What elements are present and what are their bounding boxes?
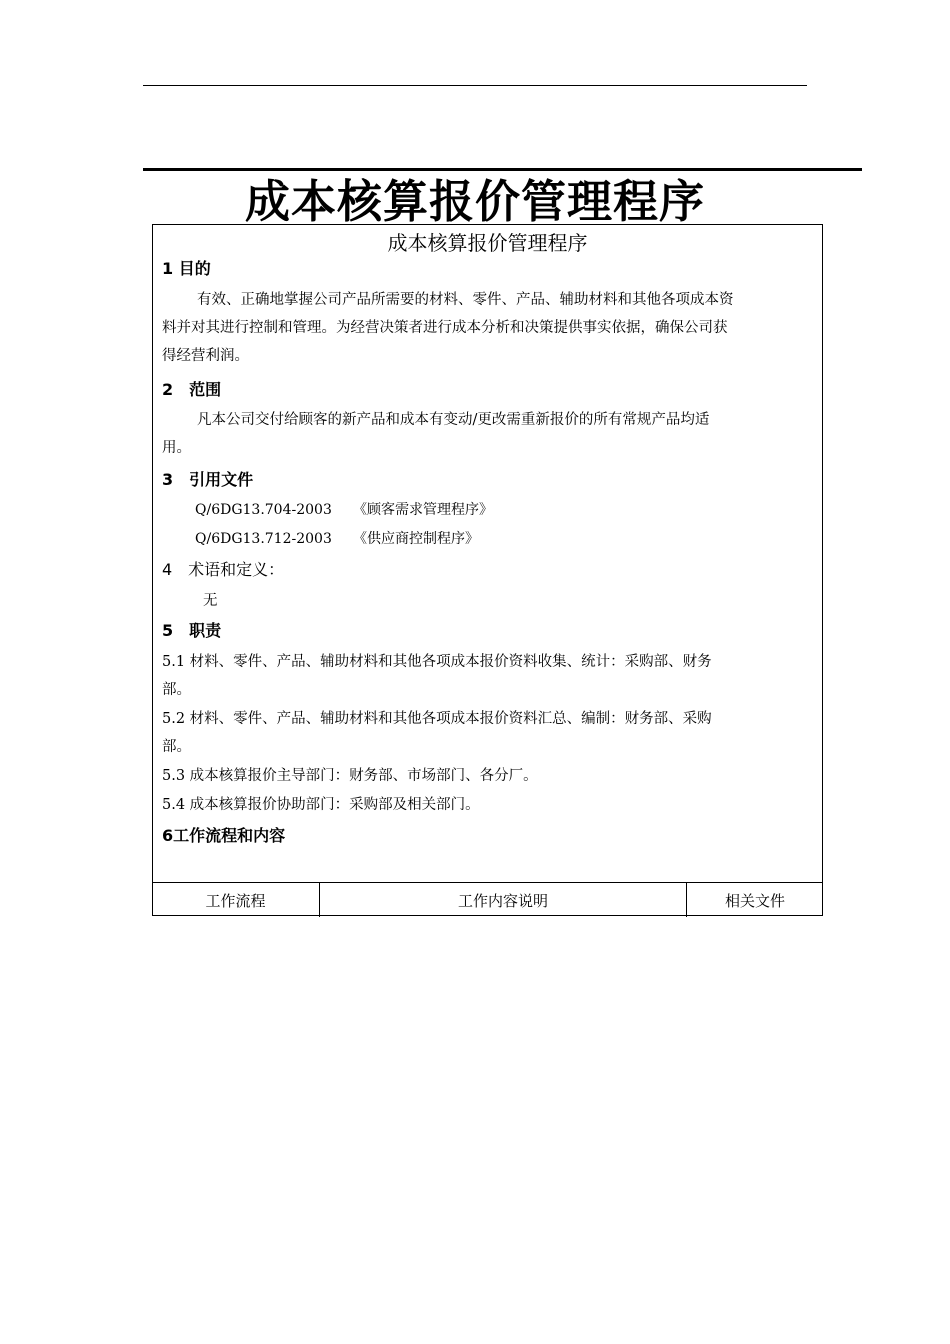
duty-line: 5.2 材料、零件、产品、辅助材料和其他各项成本报价资料汇总、编制：财务部、采购 — [162, 711, 712, 727]
header-rule — [143, 85, 807, 86]
duty-line: 部。 — [162, 739, 191, 755]
scope-line: 凡本公司交付给顾客的新产品和成本有变动/更改需重新报价的所有常规产品均适 — [197, 412, 710, 428]
terms-text: 无 — [203, 593, 218, 609]
duty-line: 部。 — [162, 682, 191, 698]
table-header-cell: 相关文件 — [724, 891, 785, 910]
section-heading-terms: 4 术语和定义： — [162, 560, 285, 579]
reference-code: Q/6DG13.712-2003 — [195, 531, 332, 547]
document-title: 成本核算报价管理程序 — [244, 175, 705, 228]
reference-item — [195, 529, 479, 549]
duty-item — [162, 762, 816, 790]
section-heading-purpose: 1 目的 — [162, 259, 211, 278]
duty-item — [162, 648, 816, 704]
frame-title: 成本核算报价管理程序 — [387, 231, 588, 255]
scope-paragraph — [162, 406, 816, 462]
scope-line: 用。 — [162, 440, 191, 456]
section-heading-workflow: 6工作流程和内容 — [162, 826, 286, 845]
section-heading-duties: 5 职责 — [162, 621, 222, 640]
purpose-line: 得经营利润。 — [162, 348, 249, 364]
section-heading-scope: 2 范围 — [162, 380, 222, 399]
purpose-paragraph — [162, 286, 816, 370]
procedure-frame — [152, 224, 823, 916]
reference-title: 《供应商控制程序》 — [353, 531, 479, 547]
duty-item — [162, 705, 816, 761]
duty-line: 5.3 成本核算报价主导部门：财务部、市场部门、各分厂。 — [162, 768, 538, 784]
section-heading-references: 3 引用文件 — [162, 470, 254, 489]
reference-title: 《顾客需求管理程序》 — [353, 502, 493, 518]
duty-item — [162, 791, 816, 819]
duty-line: 5.1 材料、零件、产品、辅助材料和其他各项成本报价资料收集、统计：采购部、财务 — [162, 654, 712, 670]
reference-code: Q/6DG13.704-2003 — [195, 502, 332, 518]
duty-line: 5.4 成本核算报价协助部门：采购部及相关部门。 — [162, 797, 480, 813]
purpose-line: 料并对其进行控制和管理。为经营决策者进行成本分析和决策提供事实依据，确保公司获 — [162, 320, 728, 336]
purpose-line: 有效、正确地掌握公司产品所需要的材料、零件、产品、辅助材料和其他各项成本资 — [197, 292, 734, 308]
title-rule — [143, 168, 862, 171]
reference-item — [195, 500, 493, 520]
workflow-table-header — [152, 882, 823, 917]
table-header-cell: 工作流程 — [152, 883, 320, 917]
table-header-cell: 工作内容说明 — [320, 883, 687, 917]
